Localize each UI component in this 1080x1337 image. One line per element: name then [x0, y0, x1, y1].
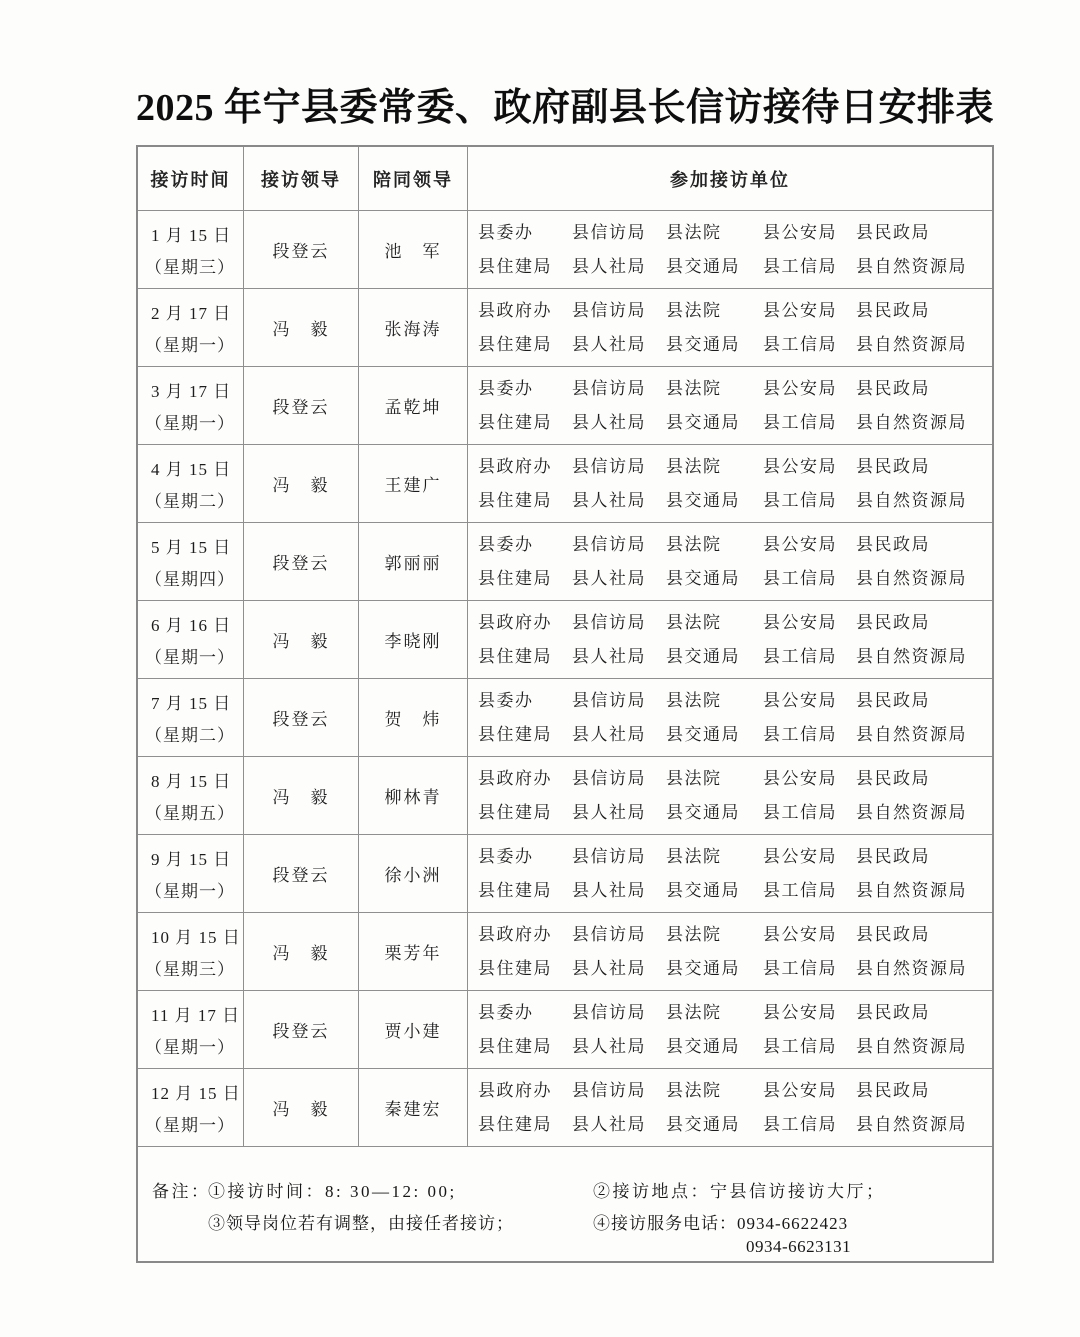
- unit-item: 县工信局: [763, 490, 837, 510]
- leader-cell: 段登云: [244, 523, 359, 600]
- units-line-1: [468, 847, 992, 867]
- unit-item: 县交通局: [666, 880, 740, 900]
- unit-item: 县工信局: [763, 802, 837, 822]
- unit-item: 县工信局: [763, 724, 837, 744]
- date-text: 11 月 17 日: [151, 1006, 241, 1025]
- unit-item: 县政府办: [478, 1080, 552, 1100]
- units-line-1: [468, 769, 992, 789]
- unit-item: 县自然资源局: [856, 880, 967, 900]
- header-cell-leader: 接访领导: [244, 147, 359, 210]
- unit-item: 县公安局: [763, 846, 837, 866]
- table-row: [138, 1069, 992, 1147]
- unit-item: 县住建局: [478, 256, 552, 276]
- accompany-cell: 徐小洲: [359, 835, 468, 912]
- date-text: 2 月 17 日: [151, 304, 232, 323]
- unit-item: 县自然资源局: [856, 1114, 967, 1134]
- accompany-cell: 秦建宏: [359, 1069, 468, 1146]
- units-line-2: [468, 491, 992, 511]
- unit-item: 县民政局: [856, 612, 930, 632]
- weekday-text: （星期一）: [145, 336, 235, 355]
- unit-item: 县交通局: [666, 646, 740, 666]
- unit-item: 县民政局: [856, 300, 930, 320]
- date-cell: [138, 991, 244, 1068]
- unit-item: 县信访局: [572, 846, 646, 866]
- unit-item: 县民政局: [856, 456, 930, 476]
- unit-item: 县法院: [666, 612, 722, 632]
- unit-item: 县信访局: [572, 1002, 646, 1022]
- unit-item: 县法院: [666, 222, 722, 242]
- unit-item: 县法院: [666, 456, 722, 476]
- unit-item: 县交通局: [666, 1036, 740, 1056]
- unit-item: 县法院: [666, 768, 722, 788]
- unit-item: 县人社局: [572, 334, 646, 354]
- unit-item: 县人社局: [572, 802, 646, 822]
- date-cell: [138, 601, 244, 678]
- unit-item: 县自然资源局: [856, 1036, 967, 1056]
- date-text: 9 月 15 日: [151, 850, 232, 869]
- table-row: [138, 289, 992, 367]
- unit-item: 县人社局: [572, 1036, 646, 1056]
- unit-item: 县交通局: [666, 1114, 740, 1134]
- table-row: [138, 835, 992, 913]
- units-line-1: [468, 1003, 992, 1023]
- date-text: 6 月 16 日: [151, 616, 232, 635]
- leader-cell: 段登云: [244, 991, 359, 1068]
- accompany-cell: 郭丽丽: [359, 523, 468, 600]
- unit-item: 县民政局: [856, 846, 930, 866]
- unit-item: 县法院: [666, 846, 722, 866]
- unit-item: 县自然资源局: [856, 802, 967, 822]
- unit-item: 县交通局: [666, 958, 740, 978]
- date-cell: [138, 289, 244, 366]
- unit-item: 县政府办: [478, 768, 552, 788]
- unit-item: 县民政局: [856, 690, 930, 710]
- date-cell: [138, 367, 244, 444]
- units-cell: [468, 757, 992, 834]
- note-phone-1: ④接访服务电话：0934-6622423: [593, 1214, 849, 1233]
- unit-item: 县交通局: [666, 724, 740, 744]
- weekday-text: （星期四）: [145, 570, 235, 589]
- units-cell: [468, 1069, 992, 1146]
- units-cell: [468, 835, 992, 912]
- weekday-text: （星期三）: [145, 258, 235, 277]
- leader-cell: 冯 毅: [244, 1069, 359, 1146]
- unit-item: 县公安局: [763, 378, 837, 398]
- leader-cell: 段登云: [244, 679, 359, 756]
- units-line-2: [468, 257, 992, 277]
- unit-item: 县公安局: [763, 300, 837, 320]
- unit-item: 县住建局: [478, 1114, 552, 1134]
- header-cell-time: 接访时间: [138, 147, 244, 210]
- unit-item: 县信访局: [572, 456, 646, 476]
- notes-row: [138, 1147, 992, 1261]
- header-cell-units: 参加接访单位: [670, 169, 790, 190]
- unit-item: 县信访局: [572, 300, 646, 320]
- unit-item: 县人社局: [572, 490, 646, 510]
- unit-item: 县法院: [666, 1002, 722, 1022]
- table-row: [138, 445, 992, 523]
- leader-cell: 冯 毅: [244, 445, 359, 522]
- date-cell: [138, 679, 244, 756]
- unit-item: 县信访局: [572, 924, 646, 944]
- unit-item: 县民政局: [856, 378, 930, 398]
- unit-item: 县信访局: [572, 534, 646, 554]
- unit-item: 县工信局: [763, 568, 837, 588]
- leader-cell: 段登云: [244, 211, 359, 288]
- date-cell: [138, 913, 244, 990]
- unit-item: 县住建局: [478, 880, 552, 900]
- accompany-cell: 孟乾坤: [359, 367, 468, 444]
- units-line-2: [468, 413, 992, 433]
- unit-item: 县自然资源局: [856, 958, 967, 978]
- table-row: [138, 367, 992, 445]
- unit-item: 县工信局: [763, 1036, 837, 1056]
- units-line-2: [468, 1037, 992, 1057]
- weekday-text: （星期三）: [145, 960, 235, 979]
- unit-item: 县信访局: [572, 612, 646, 632]
- units-cell: [468, 913, 992, 990]
- leader-cell: 冯 毅: [244, 601, 359, 678]
- weekday-text: （星期一）: [145, 1116, 235, 1135]
- table-row: [138, 991, 992, 1069]
- date-cell: [138, 523, 244, 600]
- unit-item: 县公安局: [763, 612, 837, 632]
- note-reception-time: ①接访时间：8: 30—12: 00;: [208, 1182, 457, 1201]
- unit-item: 县法院: [666, 378, 722, 398]
- units-line-2: [468, 959, 992, 979]
- unit-item: 县法院: [666, 534, 722, 554]
- unit-item: 县住建局: [478, 802, 552, 822]
- date-text: 8 月 15 日: [151, 772, 232, 791]
- unit-item: 县人社局: [572, 1114, 646, 1134]
- page-title: 2025 年宁县委常委、政府副县长信访接待日安排表: [135, 87, 994, 129]
- unit-item: 县公安局: [763, 1002, 837, 1022]
- table-row: [138, 523, 992, 601]
- unit-item: 县公安局: [763, 690, 837, 710]
- units-line-1: [468, 379, 992, 399]
- note-phone-2: 0934-6623131: [746, 1237, 852, 1256]
- unit-item: 县人社局: [572, 646, 646, 666]
- unit-item: 县法院: [666, 690, 722, 710]
- unit-item: 县政府办: [478, 456, 552, 476]
- units-cell: [468, 367, 992, 444]
- unit-item: 县自然资源局: [856, 256, 967, 276]
- unit-item: 县信访局: [572, 222, 646, 242]
- unit-item: 县民政局: [856, 768, 930, 788]
- unit-item: 县政府办: [478, 612, 552, 632]
- unit-item: 县住建局: [478, 490, 552, 510]
- unit-item: 县住建局: [478, 334, 552, 354]
- date-text: 1 月 15 日: [151, 226, 232, 245]
- unit-item: 县民政局: [856, 924, 930, 944]
- unit-item: 县交通局: [666, 334, 740, 354]
- unit-item: 县政府办: [478, 300, 552, 320]
- unit-item: 县工信局: [763, 334, 837, 354]
- unit-item: 县委办: [478, 378, 534, 398]
- unit-item: 县公安局: [763, 534, 837, 554]
- unit-item: 县公安局: [763, 222, 837, 242]
- units-line-1: [468, 535, 992, 555]
- date-text: 7 月 15 日: [151, 694, 232, 713]
- units-line-1: [468, 223, 992, 243]
- unit-item: 县人社局: [572, 412, 646, 432]
- accompany-cell: 王建广: [359, 445, 468, 522]
- units-cell: [468, 445, 992, 522]
- table-row: [138, 913, 992, 991]
- units-cell: [468, 289, 992, 366]
- unit-item: 县法院: [666, 300, 722, 320]
- units-line-2: [468, 725, 992, 745]
- unit-item: 县工信局: [763, 880, 837, 900]
- unit-item: 县信访局: [572, 690, 646, 710]
- note-location: ②接访地点：宁县信访接访大厅；: [593, 1182, 886, 1201]
- date-text: 12 月 15 日: [151, 1084, 241, 1103]
- unit-item: 县人社局: [572, 724, 646, 744]
- units-cell: [468, 601, 992, 678]
- unit-item: 县工信局: [763, 1114, 837, 1134]
- unit-item: 县工信局: [763, 646, 837, 666]
- date-text: 5 月 15 日: [151, 538, 232, 557]
- units-line-1: [468, 613, 992, 633]
- weekday-text: （星期五）: [145, 804, 235, 823]
- unit-item: 县交通局: [666, 412, 740, 432]
- units-line-2: [468, 569, 992, 589]
- unit-item: 县住建局: [478, 568, 552, 588]
- unit-item: 县民政局: [856, 222, 930, 242]
- unit-item: 县政府办: [478, 924, 552, 944]
- unit-item: 县人社局: [572, 256, 646, 276]
- unit-item: 县人社局: [572, 958, 646, 978]
- unit-item: 县自然资源局: [856, 490, 967, 510]
- units-cell: [468, 679, 992, 756]
- date-cell: [138, 757, 244, 834]
- notes-label: 备注：: [152, 1182, 211, 1201]
- unit-item: 县委办: [478, 690, 534, 710]
- unit-item: 县公安局: [763, 768, 837, 788]
- accompany-cell: 柳林青: [359, 757, 468, 834]
- date-cell: [138, 445, 244, 522]
- accompany-cell: 张海涛: [359, 289, 468, 366]
- units-line-1: [468, 691, 992, 711]
- table-header-row: [138, 147, 992, 211]
- weekday-text: （星期一）: [145, 648, 235, 667]
- schedule-table: [136, 145, 994, 1263]
- accompany-cell: 贾小建: [359, 991, 468, 1068]
- unit-item: 县委办: [478, 222, 534, 242]
- unit-item: 县委办: [478, 1002, 534, 1022]
- unit-item: 县委办: [478, 846, 534, 866]
- date-text: 3 月 17 日: [151, 382, 232, 401]
- weekday-text: （星期一）: [145, 1038, 235, 1057]
- date-cell: [138, 1069, 244, 1146]
- leader-cell: 冯 毅: [244, 757, 359, 834]
- table-row: [138, 757, 992, 835]
- unit-item: 县自然资源局: [856, 334, 967, 354]
- unit-item: 县法院: [666, 924, 722, 944]
- units-line-2: [468, 881, 992, 901]
- unit-item: 县交通局: [666, 802, 740, 822]
- units-line-1: [468, 925, 992, 945]
- date-cell: [138, 211, 244, 288]
- date-text: 4 月 15 日: [151, 460, 232, 479]
- unit-item: 县自然资源局: [856, 724, 967, 744]
- unit-item: 县自然资源局: [856, 412, 967, 432]
- date-cell: [138, 835, 244, 912]
- unit-item: 县民政局: [856, 1002, 930, 1022]
- accompany-cell: 李晓刚: [359, 601, 468, 678]
- table-row: [138, 211, 992, 289]
- units-line-2: [468, 647, 992, 667]
- unit-item: 县委办: [478, 534, 534, 554]
- table-row: [138, 679, 992, 757]
- header-cell-accompany: 陪同领导: [359, 147, 468, 210]
- units-line-2: [468, 803, 992, 823]
- units-line-2: [468, 335, 992, 355]
- unit-item: 县公安局: [763, 924, 837, 944]
- unit-item: 县自然资源局: [856, 568, 967, 588]
- unit-item: 县人社局: [572, 880, 646, 900]
- leader-cell: 段登云: [244, 367, 359, 444]
- leader-cell: 段登云: [244, 835, 359, 912]
- units-line-1: [468, 457, 992, 477]
- unit-item: 县公安局: [763, 456, 837, 476]
- unit-item: 县交通局: [666, 568, 740, 588]
- unit-item: 县信访局: [572, 768, 646, 788]
- weekday-text: （星期一）: [145, 414, 235, 433]
- table-row: [138, 601, 992, 679]
- weekday-text: （星期二）: [145, 492, 235, 511]
- accompany-cell: 贺 炜: [359, 679, 468, 756]
- accompany-cell: 池 军: [359, 211, 468, 288]
- unit-item: 县公安局: [763, 1080, 837, 1100]
- leader-cell: 冯 毅: [244, 913, 359, 990]
- units-cell: [468, 211, 992, 288]
- date-text: 10 月 15 日: [151, 928, 241, 947]
- unit-item: 县民政局: [856, 534, 930, 554]
- weekday-text: （星期二）: [145, 726, 235, 745]
- unit-item: 县交通局: [666, 256, 740, 276]
- unit-item: 县信访局: [572, 378, 646, 398]
- unit-item: 县自然资源局: [856, 646, 967, 666]
- unit-item: 县住建局: [478, 412, 552, 432]
- units-cell: [468, 991, 992, 1068]
- units-line-2: [468, 1115, 992, 1135]
- weekday-text: （星期一）: [145, 882, 235, 901]
- units-cell: [468, 523, 992, 600]
- unit-item: 县住建局: [478, 1036, 552, 1056]
- unit-item: 县工信局: [763, 958, 837, 978]
- unit-item: 县人社局: [572, 568, 646, 588]
- units-line-1: [468, 1081, 992, 1101]
- unit-item: 县工信局: [763, 256, 837, 276]
- note-adjustment: ③领导岗位若有调整，由接任者接访；: [208, 1214, 514, 1233]
- unit-item: 县交通局: [666, 490, 740, 510]
- unit-item: 县民政局: [856, 1080, 930, 1100]
- unit-item: 县住建局: [478, 724, 552, 744]
- accompany-cell: 栗芳年: [359, 913, 468, 990]
- unit-item: 县住建局: [478, 958, 552, 978]
- unit-item: 县法院: [666, 1080, 722, 1100]
- unit-item: 县工信局: [763, 412, 837, 432]
- unit-item: 县住建局: [478, 646, 552, 666]
- unit-item: 县信访局: [572, 1080, 646, 1100]
- leader-cell: 冯 毅: [244, 289, 359, 366]
- units-line-1: [468, 301, 992, 321]
